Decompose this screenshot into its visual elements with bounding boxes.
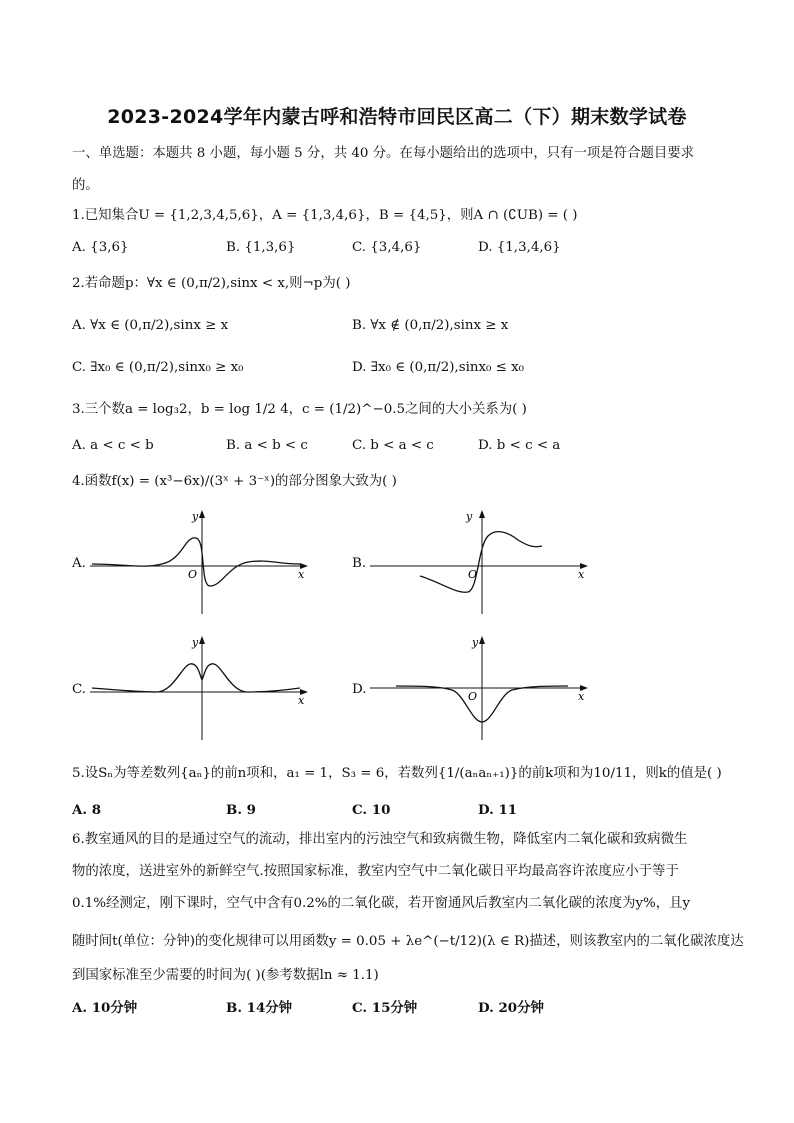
- q3-option-a: A. a < c < b: [72, 438, 154, 453]
- section-heading: 一、单选题：本题共 8 小题，每小题 5 分，共 40 分。在每小题给出的选项中，只有一项是符合题目要求: [72, 146, 695, 161]
- graph-b-origin: O: [468, 568, 478, 581]
- q3-option-c: C. b < a < c: [352, 438, 434, 453]
- q2-option-a: A. ∀x ∈ (0,π/2),sinx ≥ x: [72, 318, 229, 333]
- question-2-stem: 2.若命题p：∀x ∈ (0,π/2),sinx < x,则¬p为( ): [72, 276, 351, 291]
- graph-a-label: A.: [72, 556, 86, 571]
- q6-option-a: A. 10分钟: [72, 1000, 138, 1016]
- question-6-stem-line-2: 物的浓度，送进室外的新鲜空气.按照国家标准，教室内空气中二氧化碳日平均最高容许浓度应小于等于: [72, 864, 679, 879]
- graph-d-label: D.: [352, 682, 367, 697]
- q2-option-b: B. ∀x ∉ (0,π/2),sinx ≥ x: [352, 318, 509, 333]
- graph-c-y-label: y: [192, 636, 199, 649]
- graph-a-origin: O: [188, 568, 198, 581]
- graph-b: [368, 506, 598, 616]
- graph-c: [88, 632, 318, 742]
- graph-c-label: C.: [72, 682, 87, 697]
- question-6-stem-line-3: 0.1%经测定，刚下课时，空气中含有0.2%的二氧化碳，若开窗通风后教室内二氧化碳的浓度为y%，且y: [72, 896, 691, 911]
- graph-a: [88, 506, 318, 616]
- q6-option-c: C. 15分钟: [352, 1000, 418, 1016]
- graph-d-x-label: x: [578, 690, 585, 703]
- graph-c-x-label: x: [298, 694, 305, 707]
- q3-option-d: D. b < c < a: [478, 438, 561, 453]
- q6-option-d: D. 20分钟: [478, 1000, 544, 1016]
- question-3-stem: 3.三个数a = log₃2，b = log 1/2 4，c = (1/2)^−0.5之间的大小关系为( ): [72, 402, 527, 417]
- graph-d-y-label: y: [472, 636, 479, 649]
- q5-option-c: C. 10: [352, 802, 391, 818]
- question-6-stem-line-1: 6.教室通风的目的是通过空气的流动，排出室内的污浊空气和致病微生物，降低室内二氧化碳和致病微生: [72, 832, 688, 847]
- q1-option-b: B. {1,3,6}: [226, 240, 296, 255]
- graph-b-y-label: y: [466, 510, 473, 523]
- q2-option-c: C. ∃x₀ ∈ (0,π/2),sinx₀ ≥ x₀: [72, 360, 244, 375]
- q1-option-d: D. {1,3,4,6}: [478, 240, 561, 255]
- question-6-stem-line-4: 随时间t(单位：分钟)的变化规律可以用函数y = 0.05 + λe^(−t/12)(λ ∈ R)描述，则该教室内的二氧化碳浓度达: [72, 934, 744, 949]
- q5-option-b: B. 9: [226, 802, 256, 818]
- graph-d: [368, 632, 598, 742]
- graph-b-label: B.: [352, 556, 367, 571]
- q5-option-d: D. 11: [478, 802, 518, 818]
- section-heading-cont: 的。: [72, 178, 99, 193]
- graph-a-y-label: y: [192, 510, 199, 523]
- q6-option-b: B. 14分钟: [226, 1000, 293, 1016]
- question-5-stem: 5.设Sₙ为等差数列{aₙ}的前n项和，a₁ = 1，S₃ = 6，若数列{1/(aₙaₙ₊₁)}的前k项和为10/11，则k的值是( ): [72, 766, 722, 781]
- q5-option-a: A. 8: [72, 802, 102, 818]
- graph-d-origin: O: [468, 690, 478, 703]
- page-title: 2023-2024学年内蒙古呼和浩特市回民区高二（下）期末数学试卷: [107, 106, 687, 128]
- question-4-stem: 4.函数f(x) = (x³−6x)/(3ˣ + 3⁻ˣ)的部分图象大致为( ): [72, 474, 397, 489]
- q1-option-c: C. {3,4,6}: [352, 240, 422, 255]
- q3-option-b: B. a < b < c: [226, 438, 308, 453]
- q2-option-d: D. ∃x₀ ∈ (0,π/2),sinx₀ ≤ x₀: [352, 360, 525, 375]
- question-1-stem: 1.已知集合U = {1,2,3,4,5,6}，A = {1,3,4,6}，B = {4,5}，则A ∩ (∁UB) = ( ): [72, 208, 578, 223]
- graph-a-x-label: x: [298, 568, 305, 581]
- q1-option-a: A. {3,6}: [72, 240, 129, 255]
- graph-b-x-label: x: [578, 568, 585, 581]
- question-6-stem-line-5: 到国家标准至少需要的时间为( )(参考数据ln ≈ 1.1): [72, 968, 379, 983]
